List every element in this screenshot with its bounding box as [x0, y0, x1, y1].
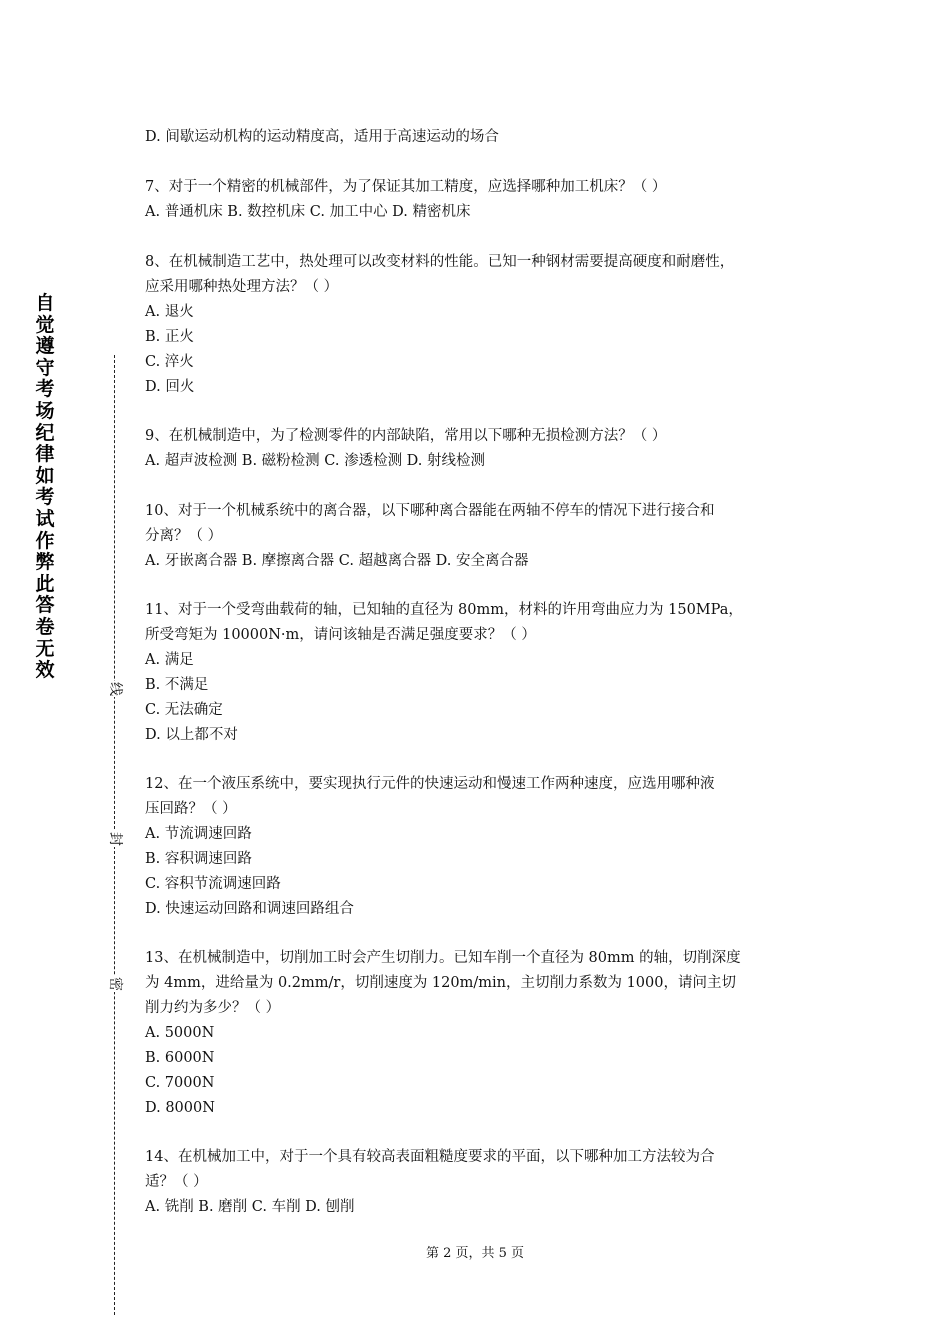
q6-option-d: D. 间歇运动机构的运动精度高，适用于高速运动的场合	[145, 129, 499, 145]
q12-option: B. 容积调速回路	[145, 851, 252, 867]
q12-option: A. 节流调速回路	[145, 826, 252, 842]
q13-option: B. 6000N	[145, 1050, 215, 1066]
q12-stem: 12、在一个液压系统中，要实现执行元件的快速运动和慢速工作两种速度，应选用哪种液	[145, 776, 715, 792]
q11-option: D. 以上都不对	[145, 727, 238, 743]
q13-stem: 削力约为多少？（ ）	[145, 1000, 281, 1016]
q10-stem: 分离？（ ）	[145, 528, 223, 544]
q11-stem: 11、对于一个受弯曲载荷的轴，已知轴的直径为 80mm，材料的许用弯曲应力为 150MPa，	[145, 602, 743, 618]
q13-stem: 13、在机械制造中，切削加工时会产生切削力。已知车削一个直径为 80mm 的轴，切削深度	[145, 950, 741, 966]
q8-option: C. 淬火	[145, 354, 194, 370]
seal-mark-feng: 封	[107, 832, 123, 846]
q10-stem: 10、对于一个机械系统中的离合器，以下哪种离合器能在两轴不停车的情况下进行接合和	[145, 503, 715, 519]
q8-option: D. 回火	[145, 379, 195, 395]
q9-options: A. 超声波检测 B. 磁粉检测 C. 渗透检测 D. 射线检测	[145, 453, 486, 469]
seal-mark-mi: 密	[107, 977, 123, 991]
q7-stem: 7、对于一个精密的机械部件，为了保证其加工精度，应选择哪种加工机床？（ ）	[145, 179, 667, 195]
q14-stem: 14、在机械加工中，对于一个具有较高表面粗糙度要求的平面，以下哪种加工方法较为合	[145, 1149, 715, 1165]
q13-stem: 为 4mm，进给量为 0.2mm/r，切削速度为 120m/min，主切削力系数为 1000，请问主切	[145, 975, 736, 991]
q12-option: C. 容积节流调速回路	[145, 876, 281, 892]
q14-stem: 适？（ ）	[145, 1174, 208, 1190]
q10-options: A. 牙嵌离合器 B. 摩擦离合器 C. 超越离合器 D. 安全离合器	[145, 553, 529, 569]
q11-option: A. 满足	[145, 652, 194, 668]
q13-option: D. 8000N	[145, 1100, 215, 1116]
q11-stem: 所受弯矩为 10000N·m，请问该轴是否满足强度要求？（ ）	[145, 627, 536, 643]
q8-stem: 应采用哪种热处理方法？（ ）	[145, 279, 339, 295]
q7-options: A. 普通机床 B. 数控机床 C. 加工中心 D. 精密机床	[145, 204, 471, 220]
q11-option: B. 不满足	[145, 677, 209, 693]
q14-options: A. 铣削 B. 磨削 C. 车削 D. 刨削	[145, 1199, 355, 1215]
q12-stem: 压回路？（ ）	[145, 801, 237, 817]
q8-option: A. 退火	[145, 304, 194, 320]
q12-option: D. 快速运动回路和调速回路组合	[145, 901, 354, 917]
page-number: 第 2 页，共 5 页	[425, 1246, 525, 1261]
exam-discipline-warning: 自觉遵守考场纪律如考试作弊此答卷无效	[35, 292, 55, 682]
q11-option: C. 无法确定	[145, 702, 223, 718]
seal-mark-xian: 线	[107, 682, 123, 696]
q8-option: B. 正火	[145, 329, 194, 345]
q9-stem: 9、在机械制造中，为了检测零件的内部缺陷，常用以下哪种无损检测方法？（ ）	[145, 428, 667, 444]
q13-option: C. 7000N	[145, 1075, 215, 1091]
q8-stem: 8、在机械制造工艺中，热处理可以改变材料的性能。已知一种钢材需要提高硬度和耐磨性，	[145, 254, 735, 270]
q13-option: A. 5000N	[145, 1025, 215, 1041]
